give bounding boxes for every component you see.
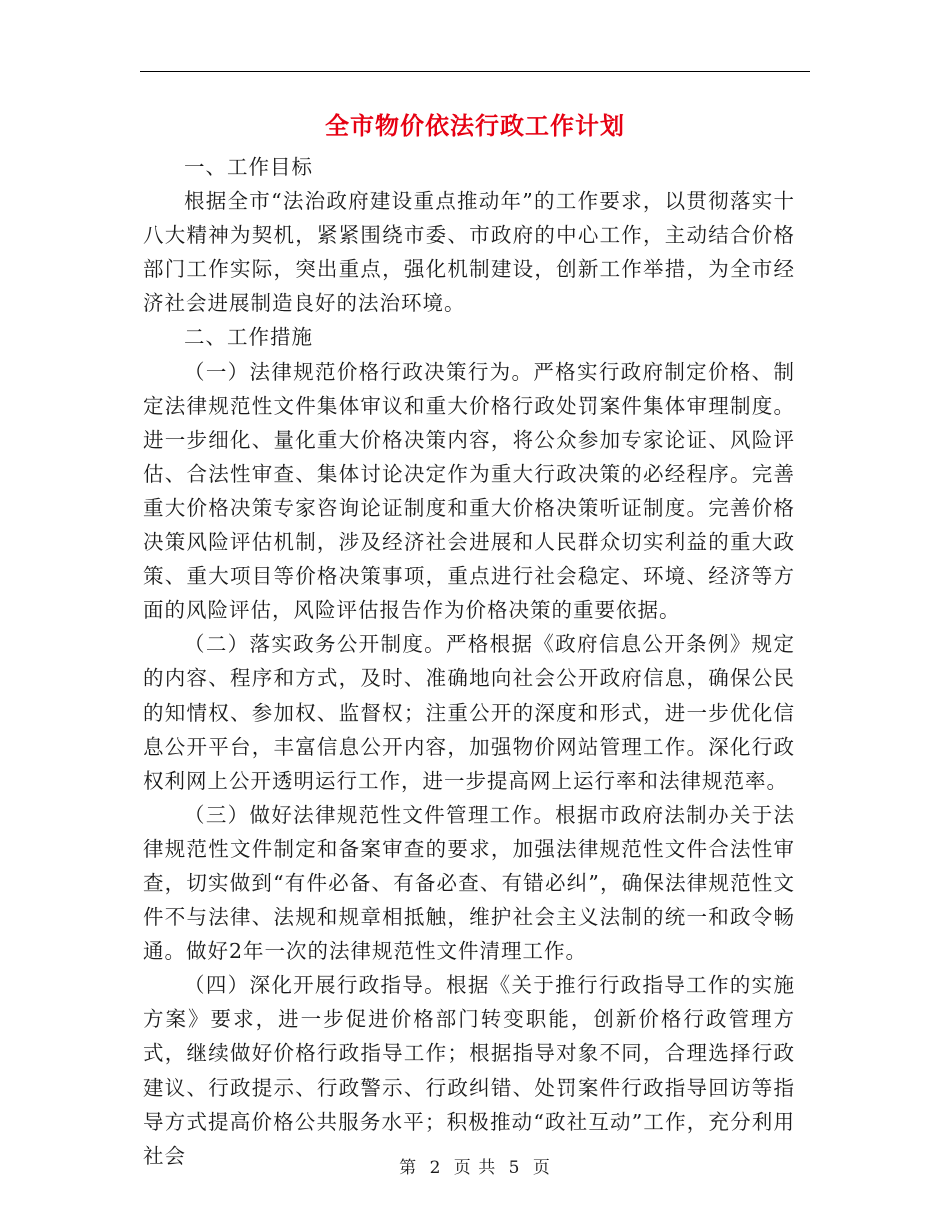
document-title: 全市物价依法行政工作计划	[325, 111, 625, 140]
paragraph-measure-2: （二）落实政务公开制度。严格根据《政府信息公开条例》规定的内容、程序和方式，及时、准确地向社会公开政府信息，确保公民的知情权、参加权、监督权；注重公开的深度和形式，进一步优化信息公开平台，丰富信息公开内容，加强物价网站管理工作。深化行政权利网上公开透明运行工作，进一步提高网上运行率和法律规范率。	[143, 632, 795, 793]
paragraph-measure-1: （一）法律规范价格行政决策行为。严格实行政府制定价格、制定法律规范性文件集体审议和重大价格行政处罚案件集体审理制度。进一步细化、量化重大价格决策内容，将公众参加专家论证、风险评估、合法性审查、集体讨论决定作为重大行政决策的必经程序。完善重大价格决策专家咨询论证制度和重大价格决策听证制度。完善价格决策风险评估机制，涉及经济社会进展和人民群众切实利益的重大政策、重大项目等价格决策事项，重点进行社会稳定、环境、经济等方面的风险评估，风险评估报告作为价格决策的重要依据。	[143, 359, 795, 623]
document-body	[143, 150, 795, 1173]
footer-total-pages: 5	[508, 1158, 521, 1178]
footer-suffix: 页	[532, 1158, 551, 1178]
section-heading-measures: 二、工作措施	[184, 325, 313, 350]
footer-page-number: 2	[429, 1158, 442, 1178]
footer-middle: 页 共	[453, 1158, 497, 1178]
paragraph-measure-3: （三）做好法律规范性文件管理工作。根据市政府法制办关于法律规范性文件制定和备案审查的要求，加强法律规范性文件合法性审查，切实做到“有件必备、有备必查、有错必纠”，确保法律规范性文件不与法律、法规和规章相抵触，维护社会主义法制的统一和政令畅通。做好2年一次的法律规范性文件清理工作。	[143, 802, 795, 964]
header-rule	[140, 71, 810, 72]
paragraph-measure-4: （四）深化开展行政指导。根据《关于推行行政指导工作的实施方案》要求，进一步促进价格部门转变职能，创新价格行政管理方式，继续做好价格行政指导工作；根据指导对象不同，合理选择行政建议、行政提示、行政警示、行政纠错、处罚案件行政指导回访等指导方式提高价格公共服务水平；积极推动“政社互动”工作，充分利用社会	[143, 973, 795, 1168]
section-heading-goals: 一、工作目标	[184, 155, 313, 179]
page-footer	[140, 1153, 810, 1178]
footer-prefix: 第	[399, 1158, 418, 1178]
paragraph-goals: 根据全市“法治政府建设重点推动年”的工作要求，以贯彻落实十八大精神为契机，紧紧围绕市委、市政府的中心工作，主动结合价格部门工作实际，突出重点，强化机制建设，创新工作举措，为全市经济社会进展制造良好的法治环境。	[143, 189, 795, 316]
